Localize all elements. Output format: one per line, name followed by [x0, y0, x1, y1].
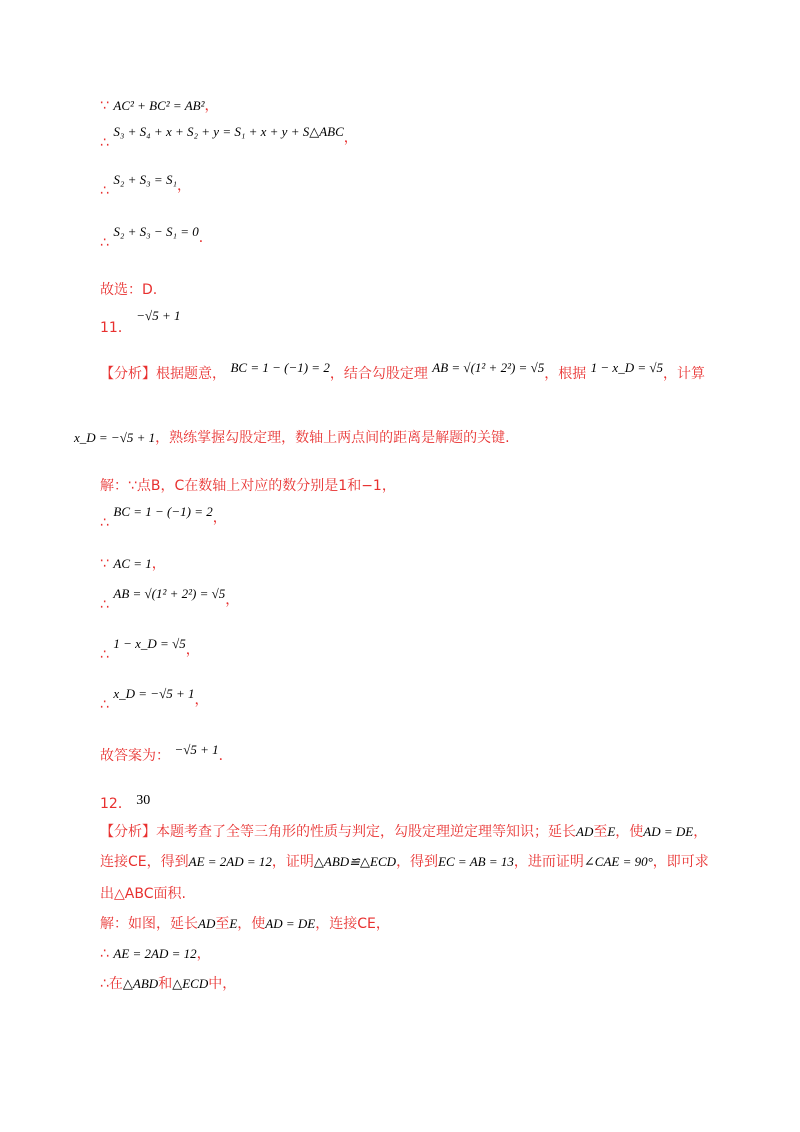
solution-11-line-4 [100, 636, 200, 663]
punctuation: ． [198, 230, 213, 246]
question-12-header [100, 790, 150, 811]
solution-11-line-1 [100, 504, 227, 531]
formula: x_D = −√5 + 1 [113, 686, 195, 701]
analysis-text: ，计算 [663, 366, 705, 382]
solution-12-line-1 [100, 914, 390, 934]
solution-11-line-2 [100, 554, 166, 574]
formula: EC = AB = 13 [438, 854, 514, 869]
therefore-symbol: ∴ [100, 235, 109, 251]
analysis-11-line-1 [100, 360, 705, 384]
analysis-text: ， [693, 824, 708, 840]
punctuation: ， [212, 510, 227, 526]
punctuation: ， [194, 692, 209, 708]
solution-text: 解：如图，延长 [100, 916, 198, 932]
analysis-text: ，根据 [544, 366, 587, 382]
formula: AE = 2AD = 12 [188, 854, 272, 869]
punctuation: ， [343, 130, 358, 146]
because-symbol: ∵ [100, 98, 109, 114]
question-number: 11． [100, 320, 132, 336]
analysis-11-line-2 [74, 428, 510, 448]
solution-12-line-3 [100, 974, 236, 994]
proof-line-4 [100, 224, 213, 251]
proof-line-3 [100, 172, 191, 199]
analysis-text: 出△ABC面积. [100, 886, 186, 902]
solution-12-line-2 [100, 944, 211, 964]
analysis-text: ，结合勾股定理 [329, 366, 428, 382]
punctuation: ， [225, 592, 240, 608]
proof-line-1 [100, 96, 218, 116]
solution-text: 和 [158, 976, 173, 992]
analysis-text: 至 [593, 824, 608, 840]
formula: AC = 1 [113, 556, 152, 571]
therefore-symbol: ∴ [100, 515, 109, 531]
punctuation: ， [185, 642, 200, 658]
formula: 1 − x_D = √5 [113, 636, 186, 651]
solution-text: 至 [215, 916, 230, 932]
formula: 1 − x_D = √5 [590, 360, 663, 375]
formula: ∠CAE = 90° [583, 854, 653, 869]
therefore-symbol: ∴ [100, 597, 109, 613]
therefore-symbol: ∴ [100, 183, 109, 199]
solution-11-line-3 [100, 586, 240, 613]
formula: BC = 1 − (−1) = 2 [113, 504, 213, 519]
analysis-label: 【分析】 [100, 366, 156, 382]
answer-formula: −√5 + 1 [136, 308, 181, 323]
question-number: 12． [100, 796, 132, 812]
answer-choice-text: 故选：D. [100, 282, 158, 298]
because-symbol: ∵ [100, 556, 109, 572]
solution-11-intro [100, 476, 396, 496]
question-11-header [100, 308, 181, 336]
analysis-label: 【分析】 [100, 824, 156, 840]
formula: AD [576, 824, 594, 839]
analysis-12-line-2 [100, 852, 709, 872]
therefore-symbol: ∴ [100, 976, 109, 992]
solution-11-line-5 [100, 686, 209, 713]
analysis-text: ，证明 [271, 854, 314, 870]
formula: S₂ + S₃ = S₁ [113, 172, 177, 187]
formula: AB = √(1² + 2²) = √5 [432, 360, 545, 375]
punctuation: ， [204, 98, 219, 114]
analysis-text: 本题考查了全等三角形的性质与判定，勾股定理逆定理等知识；延长 [156, 824, 576, 840]
analysis-12-line-3 [100, 884, 186, 904]
formula: AB = √(1² + 2²) = √5 [113, 586, 226, 601]
answer-label: 故答案为： [100, 748, 170, 764]
analysis-text: 根据题意， [156, 366, 226, 382]
analysis-text: ，进而证明 [513, 854, 584, 870]
answer-11-line [100, 742, 233, 766]
answer-value: 30 [136, 793, 151, 808]
therefore-symbol: ∴ [100, 697, 109, 713]
punctuation: ， [196, 946, 211, 962]
formula: AD [198, 916, 216, 931]
therefore-symbol: ∴ [100, 135, 109, 151]
therefore-symbol: ∴ [100, 647, 109, 663]
analysis-text: ，得到 [396, 854, 439, 870]
punctuation: ． [218, 748, 233, 764]
analysis-text: ，熟练掌握勾股定理，数轴上两点间的距离是解题的关键. [155, 430, 510, 446]
formula: AC² + BC² = AB² [113, 98, 205, 113]
formula: E [229, 916, 238, 931]
formula: x_D = −√5 + 1 [74, 430, 156, 445]
solution-text: ，使 [237, 916, 266, 932]
formula: AD = DE [265, 916, 316, 931]
punctuation: ， [176, 178, 191, 194]
formula: AE = 2AD = 12 [113, 946, 197, 961]
formula: −√5 + 1 [174, 742, 219, 757]
formula: BC = 1 − (−1) = 2 [230, 360, 330, 375]
formula: AD = DE [643, 824, 694, 839]
formula: E [607, 824, 616, 839]
analysis-12-line-1 [100, 822, 707, 842]
solution-text: ，连接CE， [315, 916, 390, 932]
formula: △ABD≌△ECD [313, 854, 397, 869]
solution-text: 解：∵点B，C在数轴上对应的数分别是1和−1， [100, 478, 396, 494]
punctuation: ， [151, 556, 166, 572]
formula: △ECD [172, 976, 209, 991]
analysis-text: 连接CE，得到 [100, 854, 189, 870]
formula: △ABD [122, 976, 159, 991]
solution-text: 中， [208, 976, 237, 992]
analysis-text: ，使 [615, 824, 644, 840]
therefore-symbol: ∴ [100, 946, 109, 962]
analysis-text: ，即可求 [652, 854, 709, 870]
formula: S₂ + S₃ − S₁ = 0 [113, 224, 199, 239]
proof-line-2 [100, 124, 358, 151]
solution-text: 在 [108, 976, 123, 992]
answer-choice-line [100, 280, 157, 300]
formula: S₃ + S₄ + x + S₂ + y = S₁ + x + y + S△ABC [113, 124, 344, 139]
